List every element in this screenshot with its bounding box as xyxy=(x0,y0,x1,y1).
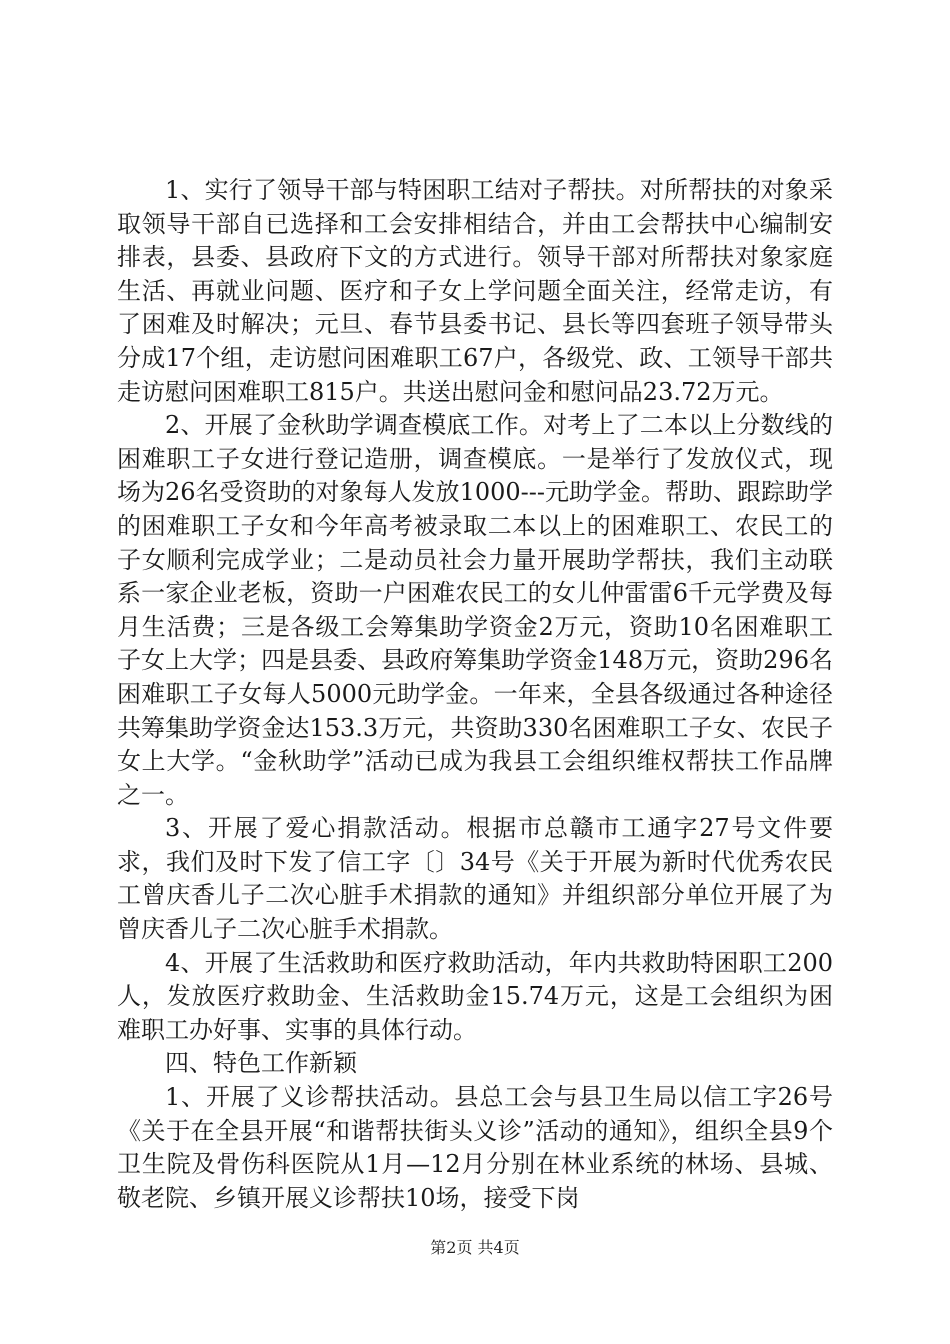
paragraph-living-medical-aid: 4、开展了生活救助和医疗救助活动，年内共救助特困职工200人，发放医疗救助金、生活救助金15.74万元，这是工会组织为困难职工办好事、实事的具体行动。 xyxy=(117,948,833,1044)
section-heading-special-work: 四、特色工作新颖 xyxy=(165,1049,357,1078)
paragraph-free-clinic: 1、开展了义诊帮扶活动。县总工会与县卫生局以信工字26号《关于在全县开展“和谐帮扶街头义诊”活动的通知》，组织全县9个卫生院及骨伤科医院从1月—12月分别在林业系统的林场、县城、敬老院、乡镇开展义诊帮扶10场，接受下岗 xyxy=(117,1083,833,1212)
paragraph-leader-pairing: 1、实行了领导干部与特困职工结对子帮扶。对所帮扶的对象采取领导干部自已选择和工会安排相结合，并由工会帮扶中心编制安排表，县委、县政府下文的方式进行。领导干部对所帮扶对象家庭生活、再就业问题、医疗和子女上学问题全面关注，经常走访，有了困难及时解决；元旦、春节县委书记、县长等四套班子领导带头分成17个组，走访慰问困难职工67户，各级党、政、工领导干部共走访慰问困难职工815户。共送出慰问金和慰问品23.72万元。 xyxy=(117,176,833,406)
paragraph-charity-donation: 3、开展了爱心捐款活动。根据市总赣市工通字27号文件要求，我们及时下发了信工字〔〕34号《关于开展为新时代优秀农民工曾庆香儿子二次心脏手术捐款的通知》并组织部分单位开展了为曾庆香儿子二次心脏手术捐款。 xyxy=(117,814,833,944)
page-number-footer: 第2页 共4页 xyxy=(430,1238,520,1257)
document-body xyxy=(117,174,833,1215)
paragraph-autumn-scholarship: 2、开展了金秋助学调查模底工作。对考上了二本以上分数线的困难职工子女进行登记造册，调查模底。一是举行了发放仪式，现场为26名受资助的对象每人发放1000---元助学金。帮助、跟踪助学的困难职工子女和今年高考被录取二本以上的困难职工、农民工的子女顺利完成学业；二是动员社会力量开展助学帮扶，我们主动联系一家企业老板，资助一户困难农民工的女儿仲雷雷6千元学费及每月生活费；三是各级工会筹集助学资金2万元，资助10名困难职工子女上大学；四是县委、县政府筹集助学资金148万元，资助296名困难职工子女每人5000元助学金。一年来，全县各级通过各种途径共筹集助学资金达153.3万元，共资助330名困难职工子女、农民子女上大学。“金秋助学”活动已成为我县工会组织维权帮扶工作品牌之一。 xyxy=(117,411,833,809)
